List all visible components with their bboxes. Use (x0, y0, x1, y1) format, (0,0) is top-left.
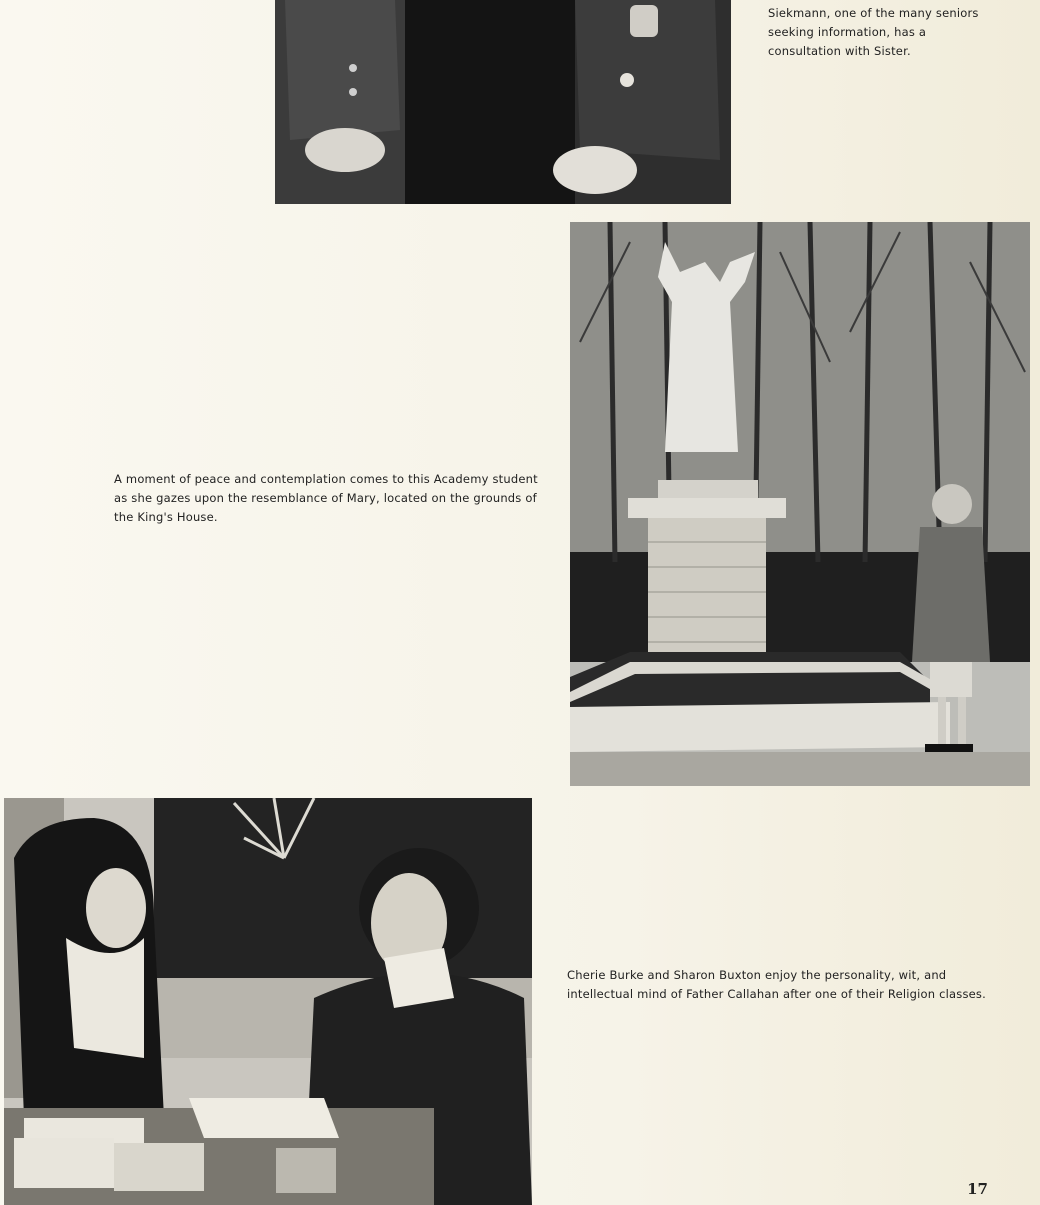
photo-students-consultation-image (275, 0, 731, 204)
page-number: 17 (967, 1180, 988, 1198)
photo-students-consultation (275, 0, 731, 204)
caption-top: Siekmann, one of the many seniors seeking information, has a consultation with Sister. (768, 6, 979, 58)
caption-middle: A moment of peace and contemplation comes to this Academy student as she gazes upon the resemblance of Mary, located on the grounds of the King's House. (114, 472, 538, 524)
photo-statue-of-mary-image (570, 222, 1030, 786)
photo-statue-of-mary (570, 222, 1030, 786)
photo-nun-and-student (4, 798, 532, 1205)
caption-bottom: Cherie Burke and Sharon Buxton enjoy the personality, wit, and intellectual mind of Father Callahan after one of their Religion classes. (567, 968, 986, 1001)
photo-nun-and-student-image (4, 798, 532, 1205)
